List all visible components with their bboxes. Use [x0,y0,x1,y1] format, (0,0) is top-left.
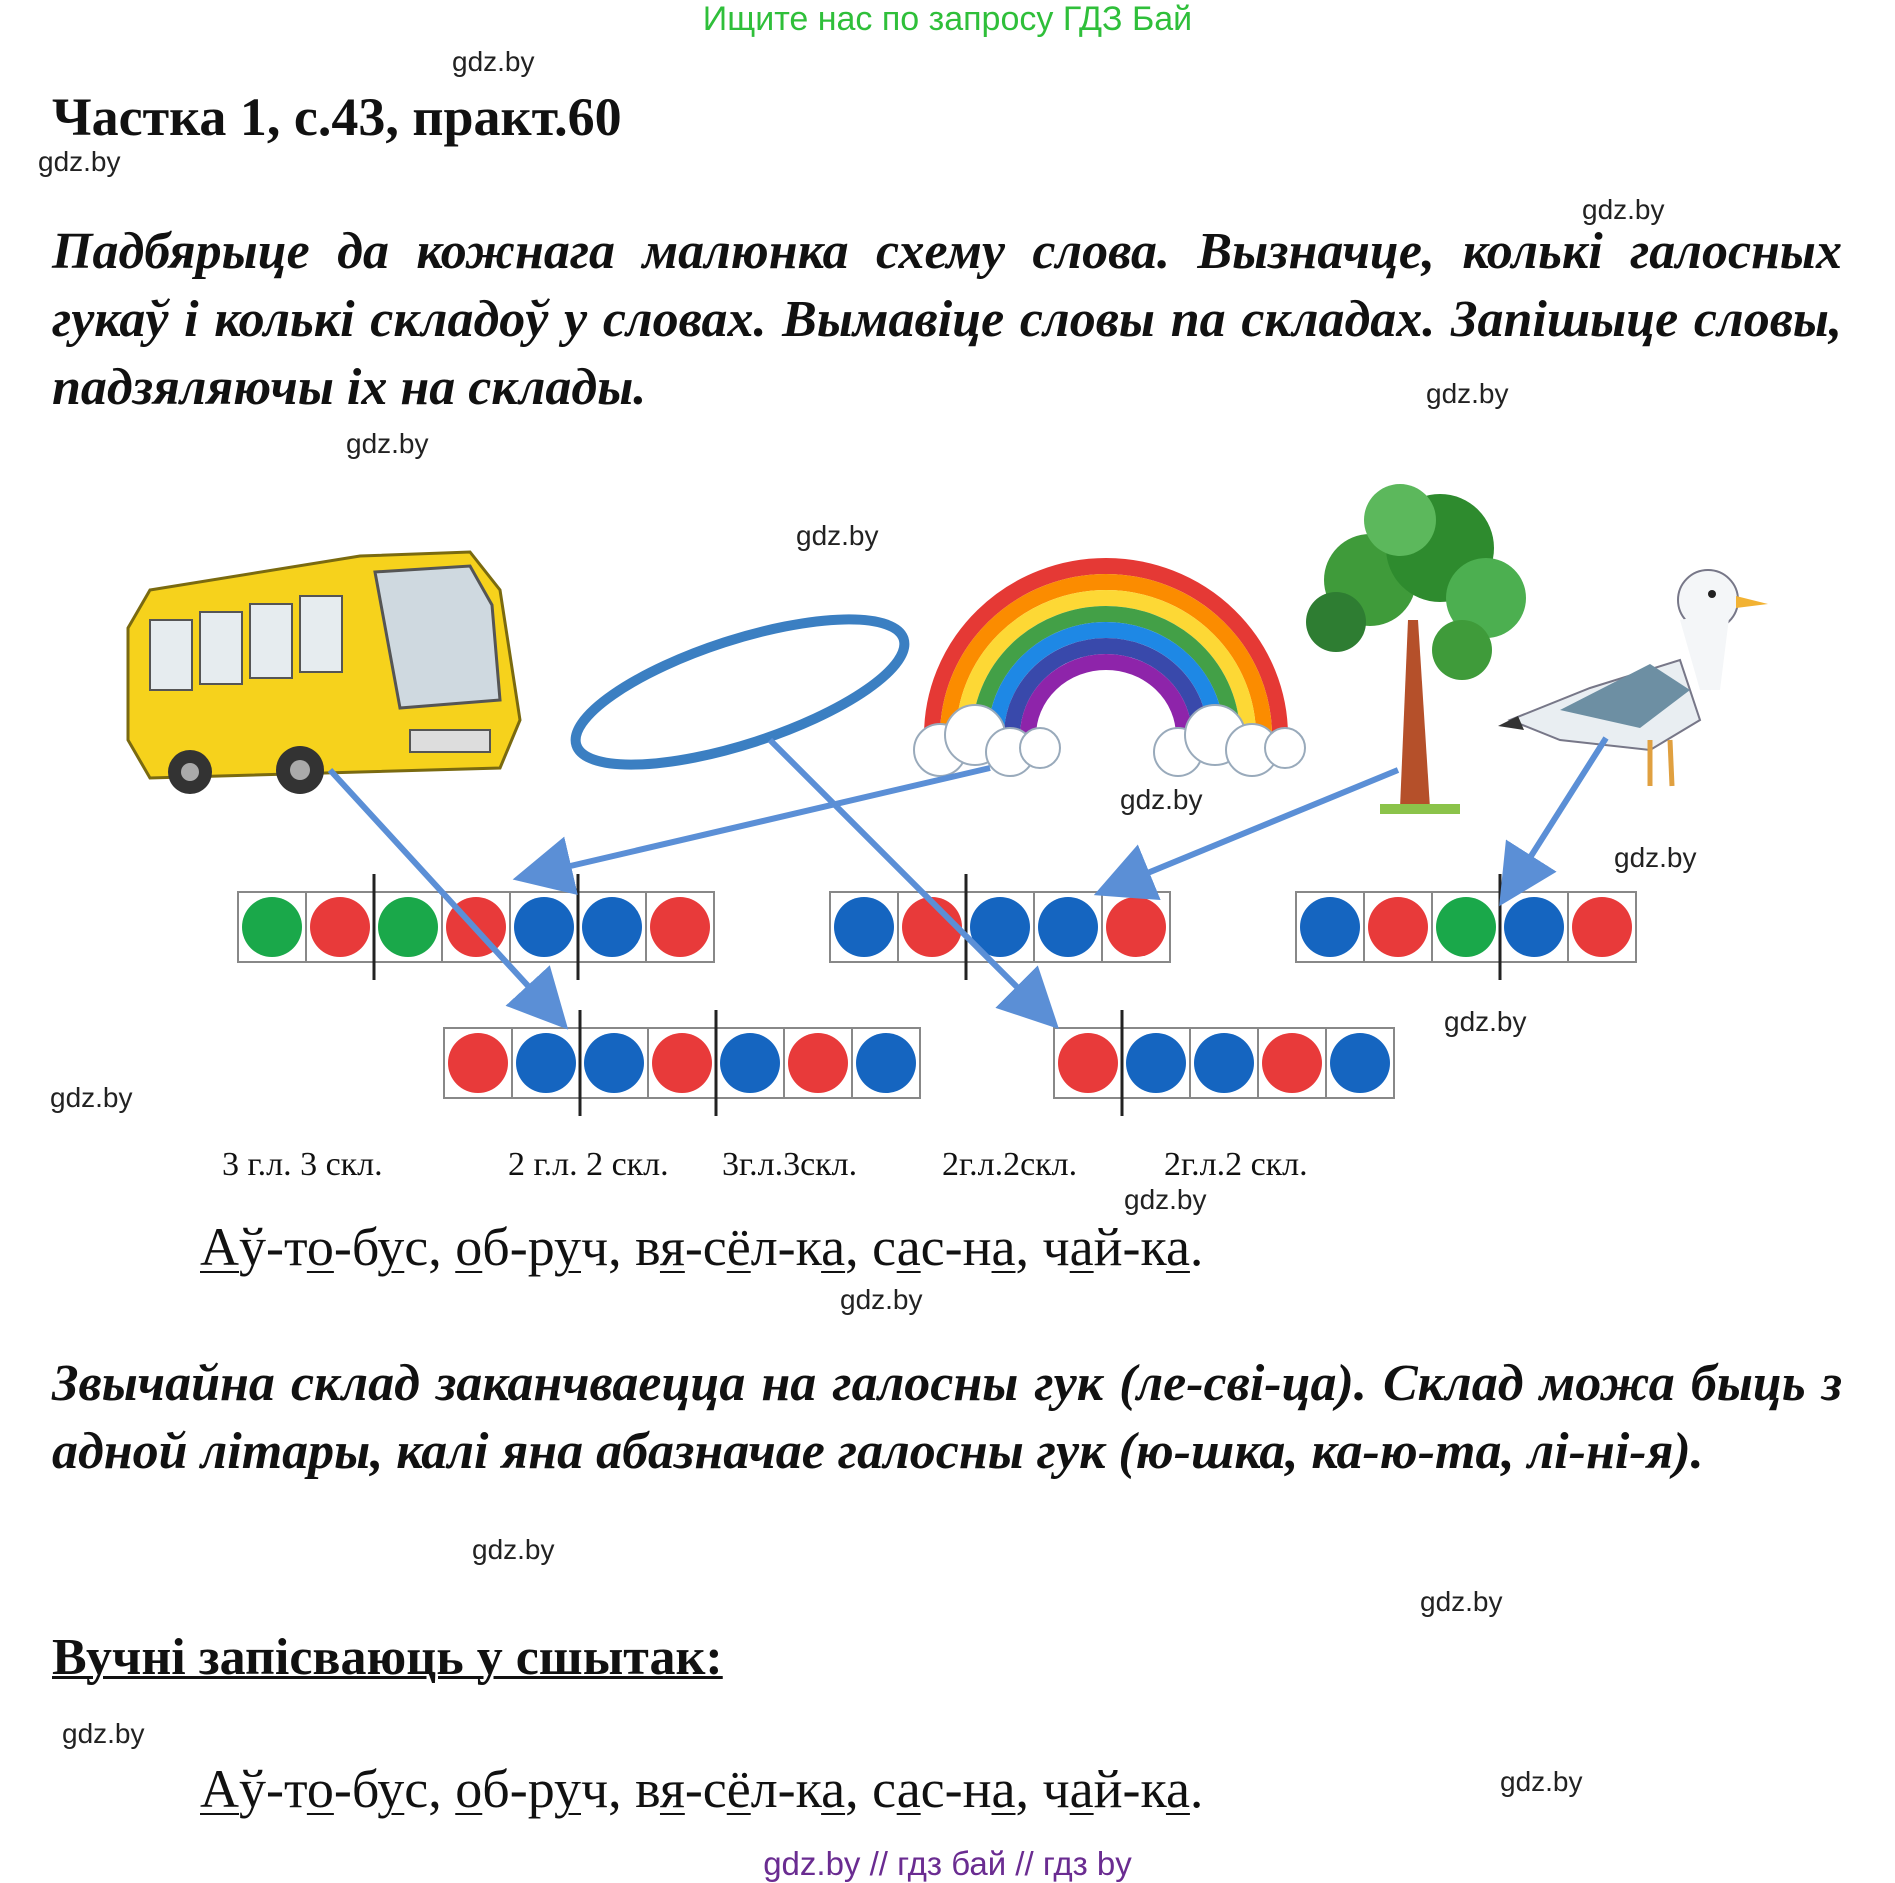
underlined-vowel: А [200,1217,239,1277]
word-fragment: , [608,1217,636,1277]
underlined-vowel: ё [726,1759,751,1819]
underlined-vowel: у [377,1759,405,1819]
word-fragment: -б [333,1759,378,1819]
word-fragment: , [845,1759,873,1819]
word-fragment: , [428,1759,456,1819]
watermark: gdz.by [452,46,535,77]
word-fragment: й-к [1093,1217,1166,1277]
word-fragment: ў-т [239,1759,307,1819]
word-fragment: ў-т [239,1217,307,1277]
watermark: gdz.by [50,1082,133,1113]
word-fragment: с-н [920,1759,992,1819]
watermark: gdz.by [1420,1586,1503,1617]
word-fragment: с [404,1217,429,1277]
word-fragment: в [635,1759,660,1819]
word-fragment: л-к [750,1759,822,1819]
watermark: gdz.by [840,1284,923,1315]
word-fragment: ч [581,1217,609,1277]
underlined-vowel: о [455,1217,483,1277]
watermark: gdz.by [1426,378,1509,409]
underlined-vowel: у [377,1217,405,1277]
word-fragment: . [1189,1217,1204,1277]
watermark: gdz.by [796,520,879,551]
scheme-label: 2г.л.2скл. [942,1146,1078,1183]
scheme-label: 3 г.л. 3 скл. [222,1146,383,1183]
watermark: gdz.by [1582,194,1665,225]
scheme-label: 2 г.л. 2 скл. [508,1146,669,1183]
word-fragment: с [404,1759,429,1819]
word-fragment: , [845,1217,873,1277]
underlined-vowel: а [821,1759,846,1819]
watermark: gdz.by [1120,784,1203,815]
watermark: gdz.by [62,1718,145,1749]
word-fragment: б-р [482,1217,554,1277]
word-fragment: , [1015,1759,1043,1819]
search-banner: Ищите нас по запросу ГДЗ Бай [702,0,1193,38]
watermark: gdz.by [1444,1006,1527,1037]
scheme-label: 2г.л.2 скл. [1164,1146,1308,1183]
underlined-vowel: ё [726,1217,751,1277]
underlined-vowel: а [991,1759,1016,1819]
word-fragment: ч [1042,1759,1070,1819]
word-fragment: б-р [482,1759,554,1819]
word-fragment: , [428,1217,456,1277]
word-fragment: й-к [1093,1759,1166,1819]
underlined-vowel: а [991,1217,1016,1277]
word-fragment: в [635,1217,660,1277]
underlined-vowel: у [554,1759,581,1819]
scheme-label: 3г.л.3скл. [722,1146,858,1183]
word-fragment: . [1189,1759,1204,1819]
underlined-vowel: а [1069,1759,1094,1819]
underlined-vowel: а [896,1217,921,1277]
underlined-vowel: А [200,1759,239,1819]
watermark: gdz.by [1614,842,1697,873]
watermark: gdz.by [472,1534,555,1565]
word-fragment: -б [333,1217,378,1277]
word-fragment: -с [684,1217,727,1277]
underlined-vowel: я [659,1217,685,1277]
underlined-vowel: я [659,1759,685,1819]
word-fragment: с-н [920,1217,992,1277]
underlined-vowel: у [554,1217,581,1277]
word-fragment: с [872,1759,897,1819]
answer-line-syllables [200,1216,1203,1278]
underlined-vowel: а [1165,1217,1190,1277]
notebook-heading: Вучні запісваюць у сшытак: [52,1629,723,1686]
syllable-rule-note: Звычайна склад заканчваецца на галосны гук (ле-сві-ца). Склад можа быць з адной літары, калі яна абазначае галосны гук (ю-шка, ка-ю-та, лі-ні-я). [52,1355,1842,1480]
word-fragment: л-к [750,1217,822,1277]
underlined-vowel: а [821,1217,846,1277]
watermark: gdz.by [38,146,121,177]
watermark: gdz.by [346,428,429,459]
watermark: gdz.by [1124,1184,1207,1215]
word-fragment: ч [1042,1217,1070,1277]
notebook-answer-line [200,1758,1203,1820]
footer-links: gdz.by // гдз бай // гдз by [763,1845,1132,1882]
word-fragment: с [872,1217,897,1277]
word-fragment: , [608,1759,636,1819]
underlined-vowel: о [306,1759,334,1819]
page-title: Частка 1, с.43, практ.60 [52,87,622,147]
watermark: gdz.by [1500,1766,1583,1797]
underlined-vowel: а [1069,1217,1094,1277]
word-fragment: , [1015,1217,1043,1277]
underlined-vowel: о [306,1217,334,1277]
underlined-vowel: а [1165,1759,1190,1819]
word-fragment: ч [581,1759,609,1819]
underlined-vowel: о [455,1759,483,1819]
task-instructions: Падбярыце да кожнага малюнка схему слова. Вызначце, колькі галосных гукаў і колькі складоў у словах. Вымавіце словы па складах. Запішыце словы, падзяляючы іх на склады. [52,223,1842,416]
underlined-vowel: а [896,1759,921,1819]
word-fragment: -с [684,1759,727,1819]
